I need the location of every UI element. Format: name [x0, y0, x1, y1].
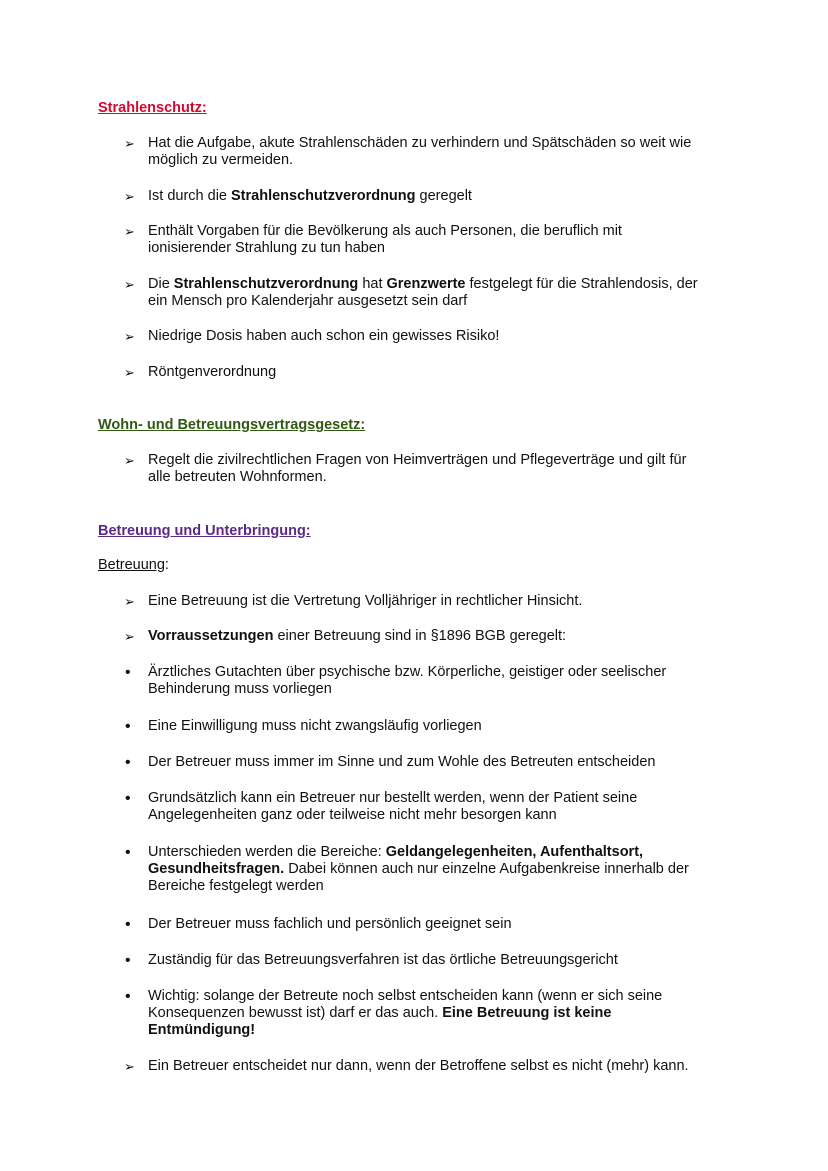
arrow-bullet-icon: ➢ [124, 329, 135, 344]
list-item: • Der Betreuer muss immer im Sinne und zum Wohle des Betreuten entscheiden [125, 754, 656, 771]
list-item: • Der Betreuer muss fachlich und persönlich geeignet sein [125, 916, 512, 933]
list-item: • Eine Einwilligung muss nicht zwangsläufig vorliegen [125, 718, 482, 735]
bullet-dot-icon: • [125, 844, 131, 861]
heading-wohn-betreuungsvertragsgesetz: Wohn- und Betreuungsvertragsgesetz: [98, 417, 366, 433]
arrow-bullet-icon: ➢ [124, 629, 135, 644]
arrow-bullet-icon: ➢ [124, 453, 135, 468]
bullet-dot-icon: • [125, 754, 131, 771]
arrow-bullet-icon: ➢ [124, 224, 135, 239]
arrow-bullet-icon: ➢ [124, 277, 135, 292]
list-item: ➢ Niedrige Dosis haben auch schon ein gewisses Risiko! [124, 328, 500, 344]
list-item: ➢ Ein Betreuer entscheidet nur dann, wenn der Betroffene selbst es nicht (mehr) kann. [124, 1058, 689, 1074]
arrow-bullet-icon: ➢ [124, 189, 135, 204]
list-item: • Zuständig für das Betreuungsverfahren ist das örtliche Betreuungsgericht [125, 952, 618, 969]
arrow-bullet-icon: ➢ [124, 136, 135, 151]
heading-strahlenschutz: Strahlenschutz: [98, 100, 207, 116]
list-item: • Grundsätzlich kann ein Betreuer nur bestellt werden, wenn der Patient seine Angelegenheiten ganz oder teilweise nicht mehr besorgen kann [125, 790, 638, 823]
bullet-dot-icon: • [125, 718, 131, 735]
bullet-dot-icon: • [125, 916, 131, 933]
list-item: ➢ Regelt die zivilrechtlichen Fragen von Heimverträgen und Pflegeverträge und gilt für alle betreuten Wohnformen. [124, 452, 687, 485]
heading-betreuung-unterbringung: Betreuung und Unterbringung: [98, 523, 311, 539]
bullet-dot-icon: • [125, 988, 131, 1005]
list-item: ➢ Ist durch die Strahlenschutzverordnung geregelt [124, 188, 472, 204]
list-item: • Ärztliches Gutachten über psychische bzw. Körperliche, geistiger oder seelischer Behinderung muss vorliegen [125, 664, 667, 697]
list-item: ➢ Die Strahlenschutzverordnung hat Grenzwerte festgelegt für die Strahlendosis, der ein Mensch pro Kalenderjahr ausgesetzt sein darf [124, 276, 698, 309]
bullet-dot-icon: • [125, 664, 131, 681]
list-item: ➢ Vorraussetzungen einer Betreuung sind in §1896 BGB geregelt: [124, 628, 567, 644]
list-item: • Unterschieden werden die Bereiche: Geldangelegenheiten, Aufenthaltsort, Gesundheitsfragen. Dabei können auch nur einzelne Aufgabenkreise innerhalb der Bereiche festgelegt werden [125, 844, 689, 894]
list-item: ➢ Röntgenverordnung [124, 364, 277, 380]
arrow-bullet-icon: ➢ [124, 365, 135, 380]
bullet-dot-icon: • [125, 790, 131, 807]
arrow-bullet-icon: ➢ [124, 1059, 135, 1074]
list-item: • Wichtig: solange der Betreute noch selbst entscheiden kann (wenn er sich seine Konsequenzen bewusst ist) darf er das auch. Eine Betreuung ist keine Entmündigung! [125, 988, 663, 1038]
bullet-dot-icon: • [125, 952, 131, 969]
subheading-betreuung: Betreuung: [98, 557, 169, 573]
list-item: ➢ Enthält Vorgaben für die Bevölkerung als auch Personen, die beruflich mit ionisierender Strahlung zu tun haben [124, 223, 622, 256]
list-item: ➢ Eine Betreuung ist die Vertretung Volljähriger in rechtlicher Hinsicht. [124, 593, 583, 609]
arrow-bullet-icon: ➢ [124, 594, 135, 609]
list-item: ➢ Hat die Aufgabe, akute Strahlenschäden zu verhindern und Spätschäden so weit wie möglich zu vermeiden. [124, 135, 692, 168]
